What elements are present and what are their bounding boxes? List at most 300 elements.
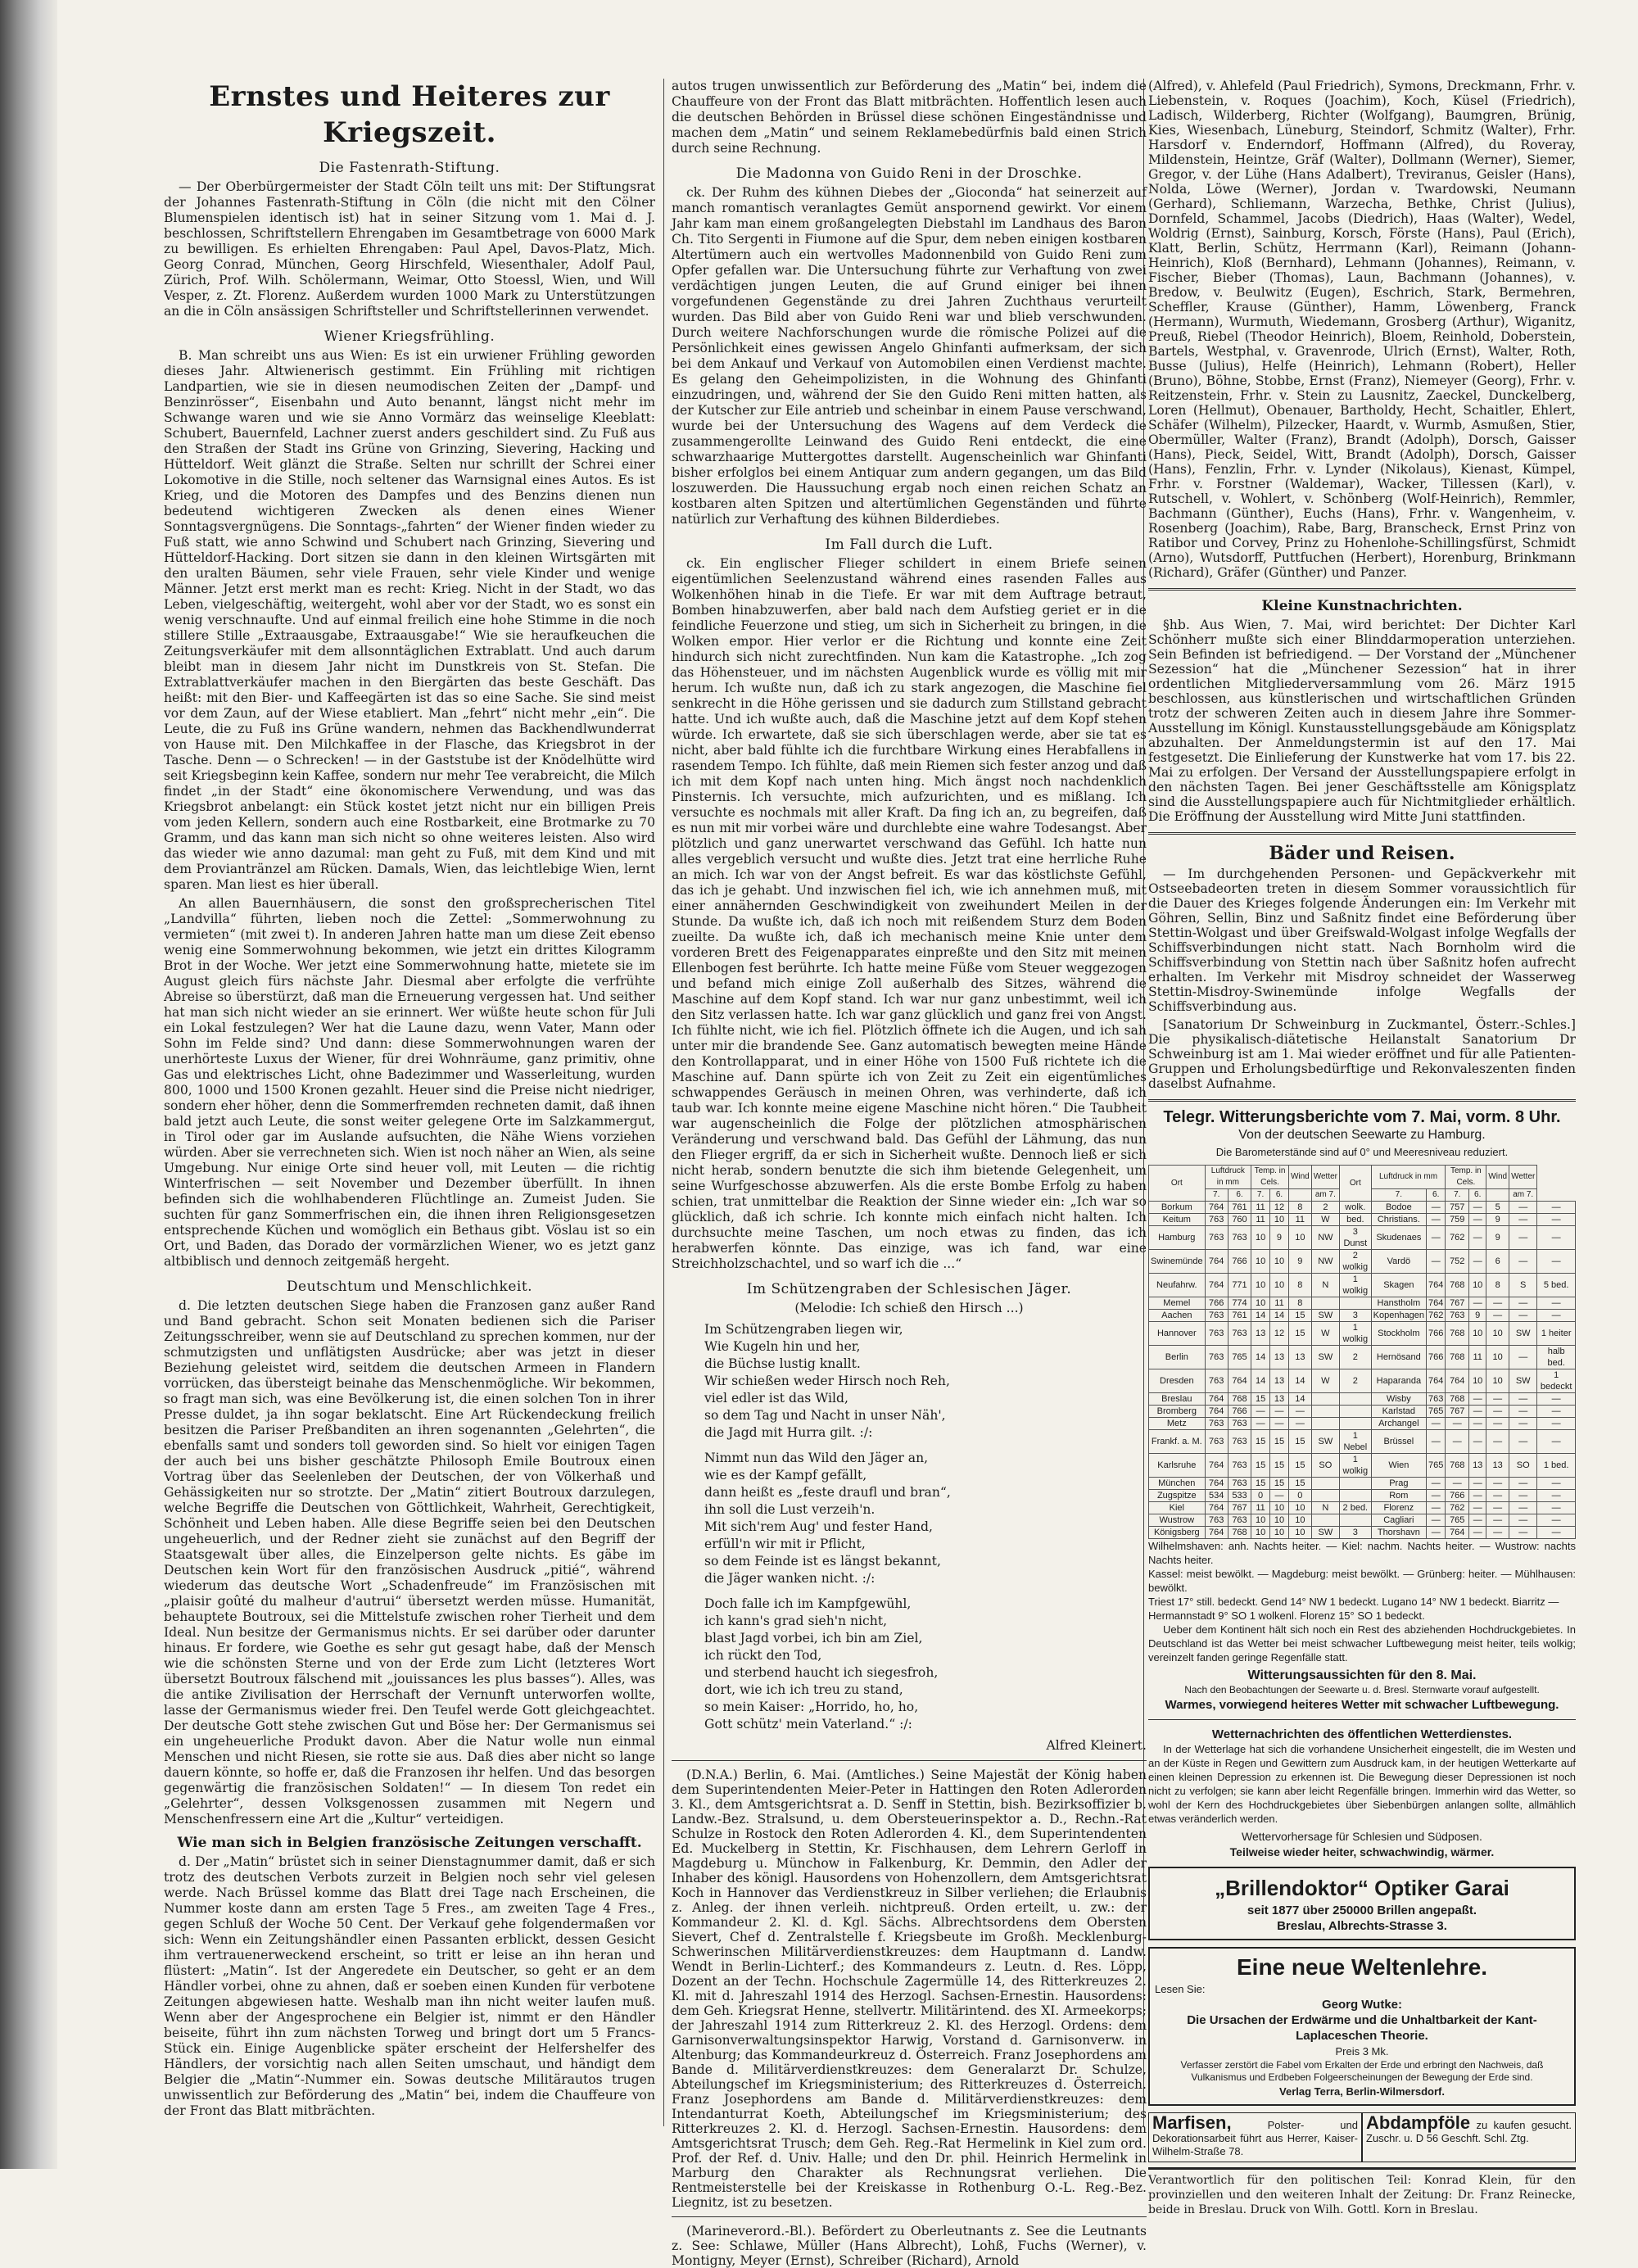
fruehling-title: Wiener Kriegsfrühling. bbox=[324, 328, 495, 345]
weather-cell: — bbox=[1509, 1527, 1537, 1539]
weather-cell: 11 bbox=[1251, 1202, 1270, 1214]
madonna-text: ck. Der Ruhm des kühnen Diebes der „Gioconda“ hat seinerzeit auf manch romantisch veranlagtes Gemüt anspornend gewirkt. Vor einem Jahr kam man einem großangelegten Diebstahl im Landhaus des Baron Ch. Tito Sergenti in Fiumone auf die Spur, dem neben einigen kostbaren Altertümern auch ein wertvolles Madonnenbild von Guido Reni zum Opfer gefallen war. Die Untersuchung führte zur Verhaftung von zwei verdächtigen jungen Leuten, die auf Grund einiger bei ihnen vorgefundenen Gegenstände zu drei Jahren Zuchthaus verurteilt wurden. Das Bild aber von Guido Reni war und blieb verschwunden. Durch weitere Nachforschungen wurde die römische Polizei auf die Persönlichkeit eines gewissen Angelo Ghinfanti aufmerksam, der sich bei dem Ankauf und Verkauf von Automobilen einen Verdienst machte. Es gelang den Geheimpolizisten, in die Wohnung des Ghinfanti einzudringen, und, während der Sie den Guido Reni mitten hatten, als der Kutscher zur Eile antrieb und scheinbar in einem Pause verschwand, wurde bei der Untersuchung des Wagens auf dem Verdeck die zusammengerollte Leinwand des Guido Reni entdeckt, die eine schwarzhaarige Muttergottes darstellt. Augenscheinlich war Ghinfanti bisher erfolglos bei einem Antiquar zum andern gegangen, um das Bild loszuwerden. Die Haussuchung ergab noch einen reichen Schatz an kostbaren alten Spitzen und altertümlichen Gegenständen und führte natürlich zur Verhaftung des kühnen Bilderdiebes. bbox=[672, 185, 1147, 527]
weather-row bbox=[1149, 1297, 1576, 1310]
fastenrath-title: Die Fastenrath-Stiftung. bbox=[319, 160, 500, 176]
weather-cell: — bbox=[1427, 1250, 1446, 1274]
weather-cell: Berlin bbox=[1149, 1346, 1206, 1369]
weather-cell: 15 bbox=[1288, 1454, 1311, 1478]
ad-brillendoktor-sub: seit 1877 über 250000 Brillen angepaßt. bbox=[1247, 1904, 1477, 1917]
weather-cell: — bbox=[1469, 1297, 1486, 1310]
poem-line: blast Jagd vorbei, ich bin am Ziel, bbox=[704, 1631, 923, 1646]
weather-row bbox=[1149, 1478, 1576, 1490]
weather-cell: 767 bbox=[1446, 1297, 1469, 1310]
weather-cell: halb bed. bbox=[1537, 1346, 1576, 1369]
weather-cell: 766 bbox=[1427, 1322, 1446, 1346]
weather-cell: — bbox=[1509, 1490, 1537, 1502]
ad-row-bottom bbox=[1148, 2112, 1576, 2162]
weather-row bbox=[1149, 1226, 1576, 1250]
col-header: Ort bbox=[1340, 1166, 1372, 1202]
weather-row bbox=[1149, 1346, 1576, 1369]
weather-cell: — bbox=[1537, 1406, 1576, 1418]
weather-cell: 764 bbox=[1205, 1274, 1228, 1297]
weather-cell: — bbox=[1537, 1202, 1576, 1214]
poem-line: und sterbend haucht ich siegesfroh, bbox=[704, 1665, 939, 1680]
poem-line: die Jagd mit Hurra gilt. :/: bbox=[704, 1425, 873, 1440]
weather-cell: Breslau bbox=[1149, 1393, 1206, 1406]
col-header: Ort bbox=[1149, 1166, 1206, 1202]
weather-cell: 3 Dunst bbox=[1340, 1226, 1372, 1250]
weather-cell: 763 bbox=[1205, 1322, 1228, 1346]
weather-cell: — bbox=[1537, 1514, 1576, 1527]
weather-cell: — bbox=[1427, 1514, 1446, 1527]
weather-cell: Karlsruhe bbox=[1149, 1454, 1206, 1478]
weather-cell: — bbox=[1270, 1406, 1289, 1418]
sub-header: 6. bbox=[1469, 1189, 1486, 1202]
ad-weltenlehre-author: Georg Wutke: bbox=[1321, 1998, 1403, 2012]
weather-cell: 10 bbox=[1251, 1226, 1270, 1250]
weather-cell bbox=[1311, 1297, 1339, 1310]
weather-cell: 765 bbox=[1228, 1346, 1251, 1369]
weather-cell: — bbox=[1270, 1418, 1289, 1430]
berlin-notice: (D.N.A.) Berlin, 6. Mai. (Amtliches.) Seine Majestät der König haben dem Superintendenten Meier-Peter in Hattingen den Roten Adlerorden 3. Kl., dem Amtsgerichtsrat a. D. Senff in Stettin, bish. Bezirksoffizier b. Landw.-Bez. Stralsund, u. dem Obersteuerinspektor a. D., Rechn.-Rat Schulze in Rostock den Roten Adlerorden 4. Kl., dem Superintendenten Ed. Muckelberg in Stettin, Kr. Fischhausen, dem Lehrern Gerloff in Magdeburg u. Münchow in Falkenburg, Kr. Demmin, den Adler der Inhaber des königl. Hausordens von Hohenzollern, dem Amtsgerichtsrat Koch in Hannover das Verdienstkreuz in Silber verliehen; die Erlaubnis z. Anleg. der ihnen verleih. nichtpreuß. Orden erteilt, u. zw.: der Kommandeur 2. Kl. d. Kgl. Sächs. Albrechtsordens dem Obersten Sievert, Chef d. Zentralstelle f. Kriegsbeute im Großh. Mecklenburg-Schwerinschen Militärverdienstkreuzes: dem Hauptmann d. Landw. Wendt in Berlin-Lichterf.; des Kommandeurs z. Leutn. d. Res. Löpp, Dozent an der Techn. Hochschule Zagermülle 14, des Ritterkreuzes 2. Kl. mit d. Jahreszahl 1914 des Herzogl. Sachsen-Ernestin. Hausordens: dem Geh. Kriegsrat Henne, stellvertr. Militärintend. des XI. Armeekorps; der Jahreszahl 1914 zum Ritterkreuz 2. Kl. des Herzogl. Ordens: dem Garnisonverwaltungsinspektor Harwig, Vorstand d. Garnisonverw. in Altenburg; das Kommandeurkreuz d. Österreich. Franz Josephordens am Bande d. Militärverdienstkreuzes: dem Generalarzt Dr. Schulze, Abteilungschef im Kriegsministerium; des Ritterkreuzes d. Österreich. Franz Josephordens am Bande d. Militärverdienstkreuzes: dem Intendanturrat Koeth, Abteilungschef im Kriegsministerium; des Ritterkreuzes 2. Kl. d. Herzogl. Sachsen-Ernestin. Hausordens: dem Amtsgerichtsrat Trusch; dem Geh. Reg.-Rat Hermelink in Kiel zum ord. Prof. der Ref. d. Univ. Halle; und den Dr. phil. Heinrich Hermelink in Marburg den Charakter als Rechnungsrat verliehen. Die Rentmeisterstelle bei der Kreiskasse in Rothenburg O.-L. Reg.-Bez. Liegnitz, ist zu besetzen. bbox=[672, 1768, 1147, 2210]
weather-cell: 11 bbox=[1469, 1346, 1486, 1369]
weather-cell bbox=[1340, 1418, 1372, 1430]
ad-weltenlehre bbox=[1148, 1947, 1576, 2106]
col-header: Wind bbox=[1486, 1166, 1509, 1189]
imprint: Verantwortlich für den politischen Teil: Konrad Klein, für den provinziellen und den weiteren Inhalt der Zeitung: Dr. Franz Reinecke, beide in Breslau. Druck von Wilh. Gottl. Korn in Breslau. bbox=[1148, 2167, 1576, 2217]
poem-line: Nimmt nun das Wild den Jäger an, bbox=[704, 1451, 929, 1465]
weather-cell: 11 bbox=[1251, 1502, 1270, 1514]
weather-cell: Frankf. a. M. bbox=[1149, 1430, 1206, 1454]
weather-cell: — bbox=[1427, 1226, 1446, 1250]
weather-row bbox=[1149, 1274, 1576, 1297]
weather-cell: — bbox=[1469, 1478, 1486, 1490]
weather-cell: 10 bbox=[1251, 1514, 1270, 1527]
weather-cell: W bbox=[1311, 1214, 1339, 1226]
weather-cell: 11 bbox=[1288, 1214, 1311, 1226]
weather-cell: Haparanda bbox=[1371, 1369, 1426, 1393]
weather-cell: 13 bbox=[1486, 1454, 1509, 1478]
weather-cell: 764 bbox=[1205, 1527, 1228, 1539]
weather-cell: 1 wolkig bbox=[1340, 1454, 1372, 1478]
weather-cell: — bbox=[1509, 1502, 1537, 1514]
ad-marfisen-text: Polster- und Dekorationsarbeit führt aus Herrer, Kaiser-Wilhelm-Straße 78. bbox=[1152, 2119, 1358, 2157]
ad-marfisen bbox=[1148, 2112, 1362, 2162]
col-header: Luftdruck in mm bbox=[1205, 1166, 1251, 1189]
weather-cell: — bbox=[1427, 1418, 1446, 1430]
weather-cell: 764 bbox=[1205, 1406, 1228, 1418]
weather-extra-2: Kassel: meist bewölkt. — Magdeburg: meist bewölkt. — Grünberg: heiter. — Mühlhausen: bewölkt. bbox=[1148, 1568, 1576, 1594]
weather-cell: — bbox=[1509, 1297, 1537, 1310]
sanatorium-text: [Sanatorium Dr Schweinburg in Zuckmantel, Österr.-Schles.] Die physikalisch-diätetische Heilanstalt Sanatorium Dr Schweinburg ist am 1. Mai wieder eröffnet und für alle Patienten-Gruppen und Erholungsbedürftige und Rekonvaleszenten finden daselbst Aufnahme. bbox=[1148, 1017, 1576, 1091]
weather-cell: 5 bed. bbox=[1537, 1274, 1576, 1297]
weather-cell: Prag bbox=[1371, 1478, 1426, 1490]
poem-line: so dem Tag und Nacht in unser Näh', bbox=[704, 1408, 946, 1423]
weather-cell bbox=[1311, 1490, 1339, 1502]
weather-cell: — bbox=[1486, 1406, 1509, 1418]
weather-cell: Rom bbox=[1371, 1490, 1426, 1502]
poem-line: ich kann's grad sieh'n nicht, bbox=[704, 1614, 888, 1628]
weather-cell: — bbox=[1251, 1418, 1270, 1430]
weather-cell bbox=[1311, 1478, 1339, 1490]
weather-cell: 15 bbox=[1288, 1478, 1311, 1490]
weather-cell: — bbox=[1486, 1502, 1509, 1514]
weather-cell: 8 bbox=[1288, 1297, 1311, 1310]
sub-header: 6. bbox=[1270, 1189, 1289, 1202]
weather-cell: — bbox=[1537, 1490, 1576, 1502]
weather-cell: 13 bbox=[1270, 1393, 1289, 1406]
weather-cell: 12 bbox=[1270, 1202, 1289, 1214]
weather-cell: 9 bbox=[1469, 1310, 1486, 1322]
weather-cell: 10 bbox=[1270, 1502, 1289, 1514]
weather-cell: Hanstholm bbox=[1371, 1297, 1426, 1310]
weather-cell: — bbox=[1427, 1490, 1446, 1502]
jaeger-author: Alfred Kleinert. bbox=[1046, 1738, 1147, 1753]
weather-cell: 763 bbox=[1228, 1322, 1251, 1346]
weather-cell: 764 bbox=[1446, 1527, 1469, 1539]
menschlichkeit-title: Deutschtum und Menschlichkeit. bbox=[286, 1279, 533, 1295]
weather-table-body bbox=[1149, 1202, 1576, 1539]
weather-cell: Zugspitze bbox=[1149, 1490, 1206, 1502]
weather-cell: SW bbox=[1509, 1322, 1537, 1346]
divider bbox=[1148, 1719, 1576, 1720]
weather-cell bbox=[1311, 1406, 1339, 1418]
weather-cell: 10 bbox=[1270, 1250, 1289, 1274]
sub-header: 7. bbox=[1446, 1189, 1469, 1202]
weather-cell bbox=[1311, 1418, 1339, 1430]
weather-cell: 10 bbox=[1251, 1527, 1270, 1539]
weather-cell: 10 bbox=[1469, 1322, 1486, 1346]
weather-cell: — bbox=[1469, 1502, 1486, 1514]
weather-cell: 1 Nebel bbox=[1340, 1430, 1372, 1454]
poem-line: erfüll'n wir mit ir Pflicht, bbox=[704, 1537, 866, 1551]
weather-cell: 10 bbox=[1288, 1502, 1311, 1514]
weather-cell: Brüssel bbox=[1371, 1430, 1426, 1454]
fastenrath-text: — Der Oberbürgermeister der Stadt Cöln teilt uns mit: Der Stiftungsrat der Johannes Fastenrath-Stiftung in Cöln (die nicht mit den Cölner Blumenspielen identisch ist) hat in seiner Sitzung vom 1. Mai d. J. beschlossen, Schriftstellern Ehrengaben im Gesamtbetrage von 6000 Mark zu bewilligen. Es erhielten Ehrengaben: Paul Apel, Davos-Platz, Mich. Georg Conrad, München, Georg Hirschfeld, Wiesenthaler, Adolf Paul, Zürich, Prof. Wilh. Schölermann, Weimar, Otto Stoessl, Wien, und Will Vesper, z. Zt. Florenz. Außerdem wurden 1000 Mark zu Unterstützungen an die in Cöln ansässigen Schriftsteller und Schriftstellerinnen verwendet. bbox=[164, 179, 655, 319]
weather-cell: 9 bbox=[1486, 1226, 1509, 1250]
weather-cell: Kopenhagen bbox=[1371, 1310, 1426, 1322]
poem-line: viel edler ist das Wild, bbox=[704, 1391, 848, 1406]
weather-row bbox=[1149, 1214, 1576, 1226]
weather-cell: 763 bbox=[1228, 1478, 1251, 1490]
weather-cell: 765 bbox=[1427, 1454, 1446, 1478]
weather-cell: 763 bbox=[1205, 1430, 1228, 1454]
weather-cell: 760 bbox=[1228, 1214, 1251, 1226]
weather-cell: 764 bbox=[1205, 1202, 1228, 1214]
weather-cell: 766 bbox=[1205, 1297, 1228, 1310]
weather-cell: 15 bbox=[1251, 1454, 1270, 1478]
weather-cell: 763 bbox=[1205, 1214, 1228, 1226]
column-3 bbox=[1148, 79, 1576, 2216]
weather-row bbox=[1149, 1454, 1576, 1478]
weather-cell: Vardö bbox=[1371, 1250, 1426, 1274]
weather-cell: Königsberg bbox=[1149, 1527, 1206, 1539]
sub-header: am 7. bbox=[1509, 1189, 1537, 1202]
belgien-title: Wie man sich in Belgien französische Zeitungen verschafft. bbox=[177, 1835, 642, 1851]
weather-cell: 10 bbox=[1486, 1369, 1509, 1393]
poem-line: Wir schießen weder Hirsch noch Reh, bbox=[704, 1374, 950, 1388]
weather-cell: — bbox=[1537, 1393, 1576, 1406]
weather-cell: Wien bbox=[1371, 1454, 1426, 1478]
poem-line: dann heißt es „feste draufl und bran“, bbox=[704, 1485, 951, 1500]
names-list: (Alfred), v. Ahlefeld (Paul Friedrich), Symons, Dreckmann, Frhr. v. Liebenstein, v. Roques (Joachim), Koch, Küsel (Friedrich), Ladisch, Wilderberg, Richter (Wolfgang), Baumgren, Brünig, Kies, Wiesenbach, Lüneburg, Steindorf, Schmitz (Walter), Frhr. Harsdorf v. Enderndorf, Hoffmann (Alfred), du Roveray, Mildenstein, Heintze, Gräf (Walter), Dollmann (Werner), Siemer, Gregor, v. der Lühe (Hans Adalbert), Treviranus, Geisler (Hans), Nolda, Löwe (Werner), Jordan v. Twardowski, Neumann (Gerhard), Schliemann, Warzecha, Bethke, Christ (Julius), Dornfeld, Schammel, Jacobs (Diedrich), Haas (Walter), Wedel, Woldrig (Ernst), Sainburg, Korsch, Förste (Hans), Paul (Erich), Klatt, Berlin, Schütz, Herrmann (Karl), Reimann (Johann-Heinrich), Kloß (Bernhard), Lehmann (Johannes), Reimann, v. Fischer, Bieber (Thomas), Laun, Bachmann (Johannes), v. Bredow, v. Beulwitz (Eugen), Eschrich, Stark, Bermehren, Scheffler, Krause (Günther), Hamm, Löwenberg, Franck (Hermann), Wurmuth, Wiedemann, Grosberg (Arthur), Wiganitz, Preuß, Riebel (Theodor Heinrich), Bloem, Reinhold, Doberstein, Bartels, Westphal, v. Gravenrode, Ulrich (Ernst), Walter, Roth, Busse (Julius), Helfe (Heinrich), Lehmann (Robert), Heller (Bruno), Böhne, Stobbe, Ernst (Franz), Niemeyer (Georg), Frhr. v. Reitzenstein, Frhr. v. Stein zu Lausnitz, Zaeckel, Dunckelberg, Loren (Hellmut), Obenauer, Bartholdy, Hecht, Schaitler, Ehlert, Schäfer (Wilhelm), Pilzecker, Haardt, v. Wurmb, Asmußen, Stier, Obermüller, Walter (Franz), Brandt (Adolph), Dorsch, Gaisser (Hans), Pieck, Seidel, Witt, Brandt (Adolph), Dorsch, Gaisser (Hans), Fenzlin, Frhr. v. Lynder (Nikolaus), Kienast, Kümpel, Frhr. v. Forstner (Waldemar), Wacker, Tillessen (Karl), v. Rutschell, v. Wohlert, v. Schönberg (Wolf-Heinrich), Remmler, Bachmann (Günther), Euchs (Hans), Frhr. v. Wangenheim, v. Rosenberg (Joachim), Rabe, Barg, Branscheck, Ernst Prinz von Ratibor und Corvey, Prinz zu Hohenlohe-Schillingsfürst, Schmidt (Arno), Wutsdorff, Puttfuchen (Herbert), Horenburg, Brinkmann (Richard), Gräfer (Günther) und Panzer. bbox=[1148, 79, 1576, 580]
weather-table-header bbox=[1149, 1166, 1576, 1189]
weather-cell: — bbox=[1486, 1310, 1509, 1322]
weather-cell: 10 bbox=[1469, 1274, 1486, 1297]
column-2 bbox=[672, 79, 1147, 2268]
weather-cell: — bbox=[1427, 1478, 1446, 1490]
weather-cell: — bbox=[1469, 1214, 1486, 1226]
weather-cell: — bbox=[1469, 1418, 1486, 1430]
weather-cell: 762 bbox=[1446, 1502, 1469, 1514]
ad-weltenlehre-price: Preis 3 Mk. bbox=[1335, 2045, 1389, 2057]
weather-cell: Bromberg bbox=[1149, 1406, 1206, 1418]
weather-cell: 764 bbox=[1205, 1393, 1228, 1406]
weather-cell: 15 bbox=[1288, 1310, 1311, 1322]
jaeger-poem bbox=[704, 1321, 1147, 1733]
weather-cell: SO bbox=[1509, 1454, 1537, 1478]
ad-brillendoktor bbox=[1148, 1867, 1576, 1940]
weather-cell: — bbox=[1509, 1430, 1537, 1454]
weather-cell: 763 bbox=[1205, 1369, 1228, 1393]
weather-cell: 12 bbox=[1270, 1322, 1289, 1346]
weather-cell: — bbox=[1509, 1393, 1537, 1406]
weather-cell: 14 bbox=[1251, 1310, 1270, 1322]
weather-cell: Florenz bbox=[1371, 1502, 1426, 1514]
weather-table bbox=[1148, 1165, 1576, 1539]
weather-row bbox=[1149, 1502, 1576, 1514]
weather-cell: 766 bbox=[1228, 1406, 1251, 1418]
ad-brillendoktor-address: Breslau, Albrechts-Strasse 3. bbox=[1277, 1919, 1447, 1933]
weather-cell: 10 bbox=[1469, 1369, 1486, 1393]
section-masthead: Ernstes und Heiteres zur Kriegszeit. bbox=[209, 80, 610, 149]
ad-weltenlehre-lese: Lesen Sie: bbox=[1155, 1983, 1206, 1995]
weather-cell: bed. bbox=[1340, 1214, 1372, 1226]
luft-title: Im Fall durch die Luft. bbox=[825, 536, 993, 553]
weather-cell: — bbox=[1446, 1430, 1469, 1454]
weather-cell: 13 bbox=[1270, 1346, 1289, 1369]
weather-cell: 1 heiter bbox=[1537, 1322, 1576, 1346]
ad-abdampfoele-title: Abdampföle bbox=[1366, 2112, 1471, 2133]
weather-cell: W bbox=[1311, 1369, 1339, 1393]
weather-cell: 763 bbox=[1446, 1310, 1469, 1322]
weather-cell: — bbox=[1509, 1250, 1537, 1274]
baeder-title: Bäder und Reisen. bbox=[1269, 843, 1455, 864]
sub-header bbox=[1288, 1189, 1311, 1202]
weather-cell: N bbox=[1311, 1274, 1339, 1297]
weather-cell: — bbox=[1537, 1310, 1576, 1322]
weather-cell: NW bbox=[1311, 1250, 1339, 1274]
weather-row bbox=[1149, 1202, 1576, 1214]
weather-cell: — bbox=[1509, 1418, 1537, 1430]
weather-cell: — bbox=[1427, 1527, 1446, 1539]
kunst-title: Kleine Kunstnachrichten. bbox=[1261, 598, 1463, 614]
poem-line: so mein Kaiser: „Horrido, ho, ho, bbox=[704, 1700, 919, 1714]
poem-line: die Jäger wanken nicht. :/: bbox=[704, 1571, 876, 1586]
weather-cell: 533 bbox=[1228, 1490, 1251, 1502]
weather-cell: Wustrow bbox=[1149, 1514, 1206, 1527]
weather-cell: — bbox=[1469, 1226, 1486, 1250]
weather-cell: 10 bbox=[1486, 1346, 1509, 1369]
weather-cell: SW bbox=[1311, 1310, 1339, 1322]
weather-cell: SW bbox=[1509, 1369, 1537, 1393]
poem-line: Mit sich'rem Aug' und fester Hand, bbox=[704, 1519, 933, 1534]
weather-cell: 763 bbox=[1205, 1514, 1228, 1527]
weather-cell: — bbox=[1469, 1514, 1486, 1527]
weather-cell: 2 wolkig bbox=[1340, 1250, 1372, 1274]
weather-cell: Keitum bbox=[1149, 1214, 1206, 1226]
weather-cell: — bbox=[1446, 1418, 1469, 1430]
weather-cell: NW bbox=[1311, 1226, 1339, 1250]
weather-cell: 10 bbox=[1270, 1214, 1289, 1226]
weather-cell: 764 bbox=[1228, 1369, 1251, 1393]
weather-cell: 766 bbox=[1228, 1250, 1251, 1274]
weather-cell: — bbox=[1537, 1214, 1576, 1226]
weather-cell bbox=[1340, 1406, 1372, 1418]
weather-extra-1: Wilhelmshaven: anh. Nachts heiter. — Kiel: nachm. Nachts heiter. — Wustrow: nachts Nachts heiter. bbox=[1148, 1540, 1576, 1566]
weather-row bbox=[1149, 1430, 1576, 1454]
weather-cell: Bodoe bbox=[1371, 1202, 1426, 1214]
weather-cell: 768 bbox=[1228, 1393, 1251, 1406]
weather-cell: — bbox=[1509, 1346, 1537, 1369]
weather-cell: — bbox=[1486, 1490, 1509, 1502]
col-header: Wetter bbox=[1311, 1166, 1339, 1189]
weather-cell: 763 bbox=[1205, 1310, 1228, 1322]
weather-cell: Skudenaes bbox=[1371, 1226, 1426, 1250]
sub-header: 6. bbox=[1228, 1189, 1251, 1202]
weather-cell: — bbox=[1469, 1406, 1486, 1418]
weather-cell: 14 bbox=[1270, 1310, 1289, 1322]
ad-abdampfoele bbox=[1362, 2112, 1576, 2162]
fruehling-paragraph-1: B. Man schreibt uns aus Wien: Es ist ein urwiener Frühling geworden dieses Jahr. Altwienerisch gestimmt. Ein Frühling mit richtigen Landpartien, wie sie in diesen neumodischen Zeiten der „Dampf- und Benzinrösser“, Eisenbahn und Auto benannt, längst nicht mehr im Schwange waren und wie sie Anno Vormärz das weinselige Kleeblatt: Schubert, Bauernfeld, Lachner zuerst anders geschildert sind. Zu Fuß aus den Straßen der Stadt ins Grüne von Grinzing, Sievering, Hacking und Hütteldorf. Weit glänzt die Straße. Selten nur schrillt der Schrei einer Lokomotive in die Stille, noch seltener das Warnsignal eines Autos. Es ist Krieg, und die Motoren des Dampfes und des Benzins dienen nun bedeutend wichtigeren Zwecken als denen eines Wiener Sonntagsvergnügens. Die Sonntags-„fahrten“ der Wiener finden wieder zu Fuß statt, wie anno Schwind und Schubert nach Grinzing, Sievering und Hütteldorf-Hacking. Dort sitzen sie dann in den kleinen Wirtsgärten mit den uralten Bäumen, sehr viele Frauen, sehr viele Kinder und wenige Männer. Jetzt erst merkt man es recht: Krieg. Nicht in der Stadt, wo das Leben, vielgeschäftig, weitergeht, wohl aber vor der Stadt, wo es sonst ein wenig verschnaufte. Und auf einmal freilich eine hohe Stimme in die noch stillere Stille „Extraausgabe, Extraausgabe!“ Wie sie heraufkeuchen die Zeitungsverkäufer mit dem allsonntäglichen Extrablatt. Und auch darum bleibt man in diesem Jahr nicht im Dunstkreis von St. Stefan. Die Extrablattverkäufer machen in den Biergärten das beste Geschäft. Das heißt: mit den Bier- und Kaffeegärten ist das so eine Sache. Sie sind meist vor dem Zaun, auf der Wiese etabliert. Man „fehrt“ nicht mehr „ein“. Die Leute, die zu Fuß ins Grüne wandern, nehmen das Backhendlwunderrat von Hause mit. Den Milchkaffee in der Flasche, das Kriegsbrot in der Tasche. Denn — o Schrecken! — in der Gaststube ist der Knödelhütte wird seit Kriegsbeginn kein Kaffee, sondern nur mehr Tee verabreicht, die Milch findet „in der Stadt“ eine ökonomischere Verwendung, und was das Kriegsbrot anbelangt: ein Stück kostet jetzt nicht nur ein billigen Preis vom jeden Kellern, sondern auch eine Rostbarkeit, eine Brotmarke zu 70 Gramm, und das kann man sich nicht so ohne weiteres leisten. Also wird das wieder wie anno dazumal: man geht zu Fuß, mit dem Kind und mit dem Proviantränzel am Rücken. Damals, Wien, das leichtlebige Wien, lernt sparen. Man liest es hier überall. bbox=[164, 348, 655, 892]
weather-cell: Cagliari bbox=[1371, 1514, 1426, 1527]
weather-cell: 1 wolkig bbox=[1340, 1274, 1372, 1297]
weather-cell: 764 bbox=[1427, 1297, 1446, 1310]
weather-cell: — bbox=[1486, 1478, 1509, 1490]
weather-cell: 1 wolkig bbox=[1340, 1322, 1372, 1346]
weather-cell: Christians. bbox=[1371, 1214, 1426, 1226]
weather-cell: 5 bbox=[1486, 1202, 1509, 1214]
weather-row bbox=[1149, 1418, 1576, 1430]
weather-extra-4: Hermannstadt 9° SO 1 wolkenl. Florenz 15° SO 1 bedeckt. bbox=[1148, 1609, 1425, 1622]
weather-row bbox=[1149, 1369, 1576, 1393]
sub-header: 7. bbox=[1251, 1189, 1270, 1202]
divider bbox=[1148, 832, 1576, 835]
weather-cell: 766 bbox=[1427, 1346, 1446, 1369]
ad-abdampfoele-text: zu kaufen gesucht. Zuschr. u. D 56 Geschft. Schl. Ztg. bbox=[1366, 2119, 1572, 2144]
weather-cell: — bbox=[1270, 1490, 1289, 1502]
weather-cell: 8 bbox=[1288, 1202, 1311, 1214]
col-header: Temp. in Cels. bbox=[1446, 1166, 1486, 1189]
weather-cell: Aachen bbox=[1149, 1310, 1206, 1322]
weather-cell: SW bbox=[1311, 1527, 1339, 1539]
weather-cell: 768 bbox=[1446, 1274, 1469, 1297]
sub-header: 6. bbox=[1427, 1189, 1446, 1202]
weather-cell: 764 bbox=[1205, 1502, 1228, 1514]
weather-cell: 534 bbox=[1205, 1490, 1228, 1502]
ad-weltenlehre-verlag: Verlag Terra, Berlin-Wilmersdorf. bbox=[1279, 2085, 1445, 2098]
weather-cell: 768 bbox=[1446, 1454, 1469, 1478]
weather-cell: 762 bbox=[1446, 1226, 1469, 1250]
sub-header: am 7. bbox=[1311, 1189, 1339, 1202]
poem-line: die Büchse lustig knallt. bbox=[704, 1356, 861, 1371]
col-header: Temp. in Cels. bbox=[1251, 1166, 1289, 1189]
weather-row bbox=[1149, 1514, 1576, 1527]
weather-cell: Hernösand bbox=[1371, 1346, 1426, 1369]
weather-cell: — bbox=[1486, 1527, 1509, 1539]
forecast-text: Warmes, vorwiegend heiteres Wetter mit schwacher Luftbewegung. bbox=[1165, 1698, 1559, 1712]
sub-header: 7. bbox=[1371, 1189, 1426, 1202]
divider bbox=[1148, 588, 1576, 591]
weather-cell: Dresden bbox=[1149, 1369, 1206, 1393]
poem-line: so dem Feinde ist es längst bekannt, bbox=[704, 1554, 941, 1569]
weather-cell: 10 bbox=[1288, 1226, 1311, 1250]
weather-cell: — bbox=[1427, 1430, 1446, 1454]
poem-line: Doch falle ich im Kampfgewühl, bbox=[704, 1596, 912, 1611]
weather-cell: 8 bbox=[1288, 1274, 1311, 1297]
weather-cell: 764 bbox=[1205, 1250, 1228, 1274]
madonna-title: Die Madonna von Guido Reni in der Droschke. bbox=[735, 165, 1083, 182]
weather-cell: 763 bbox=[1228, 1454, 1251, 1478]
weather-cell: Archangel bbox=[1371, 1418, 1426, 1430]
sub-header bbox=[1486, 1189, 1509, 1202]
weather-cell: 3 bbox=[1340, 1527, 1372, 1539]
column-rule-left bbox=[663, 79, 664, 2126]
weather-cell bbox=[1340, 1490, 1372, 1502]
weather-cell: 763 bbox=[1205, 1226, 1228, 1250]
col-header: Luftdruck in mm bbox=[1371, 1166, 1446, 1189]
weather-cell: 11 bbox=[1270, 1297, 1289, 1310]
weather-cell: 765 bbox=[1427, 1406, 1446, 1418]
weather-cell bbox=[1311, 1514, 1339, 1527]
weather-cell: 763 bbox=[1228, 1430, 1251, 1454]
weather-cell: 14 bbox=[1288, 1393, 1311, 1406]
wetterdienst-title: Wetternachrichten des öffentlichen Wetterdienstes. bbox=[1211, 1727, 1513, 1741]
wetterdienst-text: In der Wetterlage hat sich die vorhandene Unsicherheit eingestellt, die im Westen und an der Küste in Regen und Gewittern zum Ausdruck kam, in der heutigen Wetterkarte auf einen kleinen Depression zu erkennen ist. Die Bewegung dieser Depressionen ist noch nicht zu verfolgen; sie kann aber leicht Regenfälle bringen. Immerhin wird das Wetter, so wohl der Kern des Hochdruckgebietes über Siebenbürgen anlangen sollte, allmählich etwas veränderlich werden. bbox=[1148, 1743, 1576, 1825]
fruehling-paragraph-2: An allen Bauernhäusern, die sonst den großsprecherischen Titel „Landvilla“ führten, lieben noch die Zettel: „Sommerwohnung zu vermieten“ (mit zwei t). In anderen Jahren hatte man um diese Zeit ebenso wenig eine Sommerwohnung bekommen, wie jetzt ein drittes Kilogramm Brot in der Woche. Wer jetzt eine Sommerwohnung hatte, mietete sie im August gleich fürs nächste Jahr. Diesmal aber erfolgte die verfrühte Abreise so überstürzt, daß man die Erneuerung vergessen hat. Und seither hat man sich nicht wieder an sie erinnert. Wer wüßte heute schon für Juli ein Lokal festzulegen? Wer hat die Laune dazu, wenn Vater, Mann oder Sohn im Felde sind? Und dann: diese Sommerwohnungen waren der unerhörteste Luxus der Wiener, für drei Wohnräume, ganz primitiv, ohne Gas und elektrisches Licht, ohne Badezimmer und Wasserleitung, wurden 800, 1000 und 1500 Kronen gezahlt. Heuer sind die Preise nicht niedriger, sondern eher höher, denn die Sommerfremden rechneten damit, daß ihnen bald jetzt auch Leute, die sonst weiter gelegene Orte im Salzkammergut, in Tirol oder gar im Auslande aufsuchten, die Nähe Wiens vorziehen würden. Aber sie verrechneten sich. Wien ist noch näher an Wien, als seine Umgebung. Nur einige Orte sind heuer voll, mit Leuten — die richtig Winterfrischen — seit November und Dezember überfüllt. In ihnen befinden sich die wohlhabenderen Flüchtlinge an. Zumeist Juden. Sie suchten für ganz Sommerfrischen ein, die ihnen ihren Religionsgesetzen entsprechende Küchen und womöglich ein Bethaus gibt. Vöslau ist so ein Ort, und Baden, das Dorado der vormärzlichen Wiener, wo es jetzt ganz altbiblisch und dennoch zeitgemäß hergeht. bbox=[164, 896, 655, 1269]
weather-cell: Stockholm bbox=[1371, 1322, 1426, 1346]
weather-cell: 764 bbox=[1205, 1454, 1228, 1478]
poem-line: dort, wie ich ich treu zu stand, bbox=[704, 1682, 903, 1697]
weather-cell: — bbox=[1486, 1393, 1509, 1406]
belgien-continuation: autos trugen unwissentlich zur Beförderung des „Matin“ bei, indem die Chauffeure von der Front das Blatt mitbrächten. Hoffentlich lesen auch die deutschen Behörden in Brüssel diese schönen Eingeständnisse und machen dem „Matin“ und seinem Reklamebedürfnis bald einen Strich durch seine Rechnung. bbox=[672, 79, 1147, 156]
poem-line: wie es der Kampf gefällt, bbox=[704, 1468, 867, 1483]
luft-text: ck. Ein englischer Flieger schildert in einem Briefe seinen eigentümlichen Seelenzustand während eines rasenden Falles aus Wolkenhöhen hinab in die Tiefe. Er war mit dem Auftrage betraut, Bomben hinabzuwerfen, aber bald nach dem Aufstieg geriet er in die feindliche Feuerzone und stieg, um sich in Sicherheit zu bringen, in die Wolken empor. Hier verlor er die Richtung und konnte eine Zeit hindurch sich nicht zurechtfinden. Nun kam die Katastrophe. „Ich zog das Höhensteuer, und im nächsten Augenblick wurde es völlig mit mir herum. Ich wußte nun, daß ich zu stark angezogen, die Maschine fiel senkrecht in die Höhe gerissen und sie dadurch zum Stillstand gebracht hatte. Und ich wußte auch, daß die Maschine jetzt auf dem Kopf stehen würde. Ich erwartete, daß sie sich überschlagen werde, aber sie tat es nicht, aber bald fühlte ich die furchtbare Wirkung eines Herabfallens in rasendem Tempo. Ich fühlte, daß mein Riemen sich fester anzog und daß ich mit dem Kopf nach unten hing. Mich ängst noch nachdenklich Pinsternis. Ich versuchte, mich aufzurichten, und es mißlang. Ich versuchte es nochmals mit aller Kraft. Da fing ich an, zu begreifen, daß es nun mit mir vorbei wäre und durchlebte eine wahre Todesangst. Aber plötzlich und ganz unerwartet verschwand das Gefühl. Ich hatte nun alles vergeblich versucht und wußte dies. Jetzt trat eine herrliche Ruhe an mich. Ich war von der Angst befreit. Es war das köstlichste Gefühl, das ich je gehabt. Und inzwischen fiel ich, wie ich annehmen muß, mit einer annähernden Geschwindigkeit von zweihundert Meilen in der Stunde. Da wußte ich, daß ich noch mit reißendem Sturz dem Boden zueilte. Da wußte ich, daß ich mechanisch meine Knie unter dem vorderen Brett des Feigenapparates einpreßte und den Sitz mit meinen Ellenbogen fest berührte. Ich hatte meine Füße vom Steuer weggezogen und befand mich einige Zoll außerhalb des Sitzes, während die Maschine auf dem Kopf stand. Ich war nur ganz unbestimmt, weil ich den Sitz verlassen hatte. Ich war ganz glücklich und ganz frei von Angst. Ich fühlte nicht, wie ich fiel. Plötzlich öffnete ich die Augen, und ich sah unter mir die brandende See. Ganz automatisch bewegten meine Hände den Kontrollapparat, und in einer Höhe von 1500 Fuß richtete ich die Maschine auf. Dann spürte ich von Zeit zu Zeit ein eigentümliches schwappendes Geräusch in meinen Ohren, was verhinderte, daß ich taub war. Ich konnte meine eigene Maschine nicht hören.“ Die Taubheit war augenscheinlich die Folge der plötzlichen atmosphärischen Veränderung und verschwand bald. Das Gefühl der Lähmung, das nun den Flieger ergriff, da er sich in Sicherheit wußte. Dennoch ließ er sich nicht herab, sondern benutzte die sich ihm bietende Gelegenheit, um seine Wurfgeschosse abzuwerfen. Als die erste Bombe Erfolg zu haben schien, trat unmittelbar die Reaktion der Sinne wieder ein: „Ich war so glücklich, daß ich schrie. Ich konnte mich einfach nicht halten. Ich durchsuchte meine Taschen, um noch etwas zu finden, das ich herabwerfen könnte. Das einzige, was ich fand, war eine Streichholzschachtel, und so warf ich die ...“ bbox=[672, 556, 1147, 1271]
weather-row bbox=[1149, 1310, 1576, 1322]
weather-cell: — bbox=[1509, 1226, 1537, 1250]
suedposen-title: Wettervorhersage für Schlesien und Südposen. bbox=[1242, 1830, 1482, 1843]
forecast-title: Witterungsaussichten für den 8. Mai. bbox=[1247, 1668, 1477, 1682]
weather-cell: 15 bbox=[1270, 1478, 1289, 1490]
weather-cell: 15 bbox=[1251, 1393, 1270, 1406]
poem-line: Gott schütz' mein Vaterland.“ :/: bbox=[704, 1717, 912, 1732]
weather-cell: 768 bbox=[1446, 1393, 1469, 1406]
weather-cell: Hamburg bbox=[1149, 1226, 1206, 1250]
weather-cell: 15 bbox=[1270, 1454, 1289, 1478]
weather-cell: 764 bbox=[1446, 1369, 1469, 1393]
weather-cell: 15 bbox=[1288, 1430, 1311, 1454]
kunst-text: §hb. Aus Wien, 7. Mai, wird berichtet: Der Dichter Karl Schönherr mußte sich einer Blinddarmoperation unterziehen. Sein Befinden ist befriedigend. — Der Vorstand der „Münchener Sezession“ hat die „Münchener Sezession“ hat in ihrer ordentlichen Mitgliederversammlung vom 26. März 1915 beschlossen, aus künstlerischen und wirtschaftlichen Gründen trotz der schweren Zeiten auch in diesem Jahre ihre Sommer-Ausstellung im Königl. Kunstausstellungsgebäude am Königsplatz abzuhalten. Der Anmeldungstermin ist auf den 17. Mai festgesetzt. Die Einlieferung der Kunstwerke hat vom 17. bis 22. Mai zu erfolgen. Der Versand der Ausstellungspapiere erfolgt in den nächsten Tagen. Bei jener Geschäftsstelle am Königsplatz sind die Ausstellungspapiere auch für Nichtmitglieder erhältlich. Die Eröffnung der Ausstellung wird Mitte Juni stattfinden. bbox=[1148, 618, 1576, 824]
weather-cell: Metz bbox=[1149, 1418, 1206, 1430]
weather-cell: 13 bbox=[1251, 1322, 1270, 1346]
weather-cell: 763 bbox=[1228, 1418, 1251, 1430]
weather-row bbox=[1149, 1406, 1576, 1418]
weather-cell: 2 bed. bbox=[1340, 1502, 1372, 1514]
weather-cell: 10 bbox=[1288, 1514, 1311, 1527]
weather-row bbox=[1149, 1322, 1576, 1346]
weather-cell: 761 bbox=[1228, 1202, 1251, 1214]
ad-brillendoktor-title: „Brillendoktor“ Optiker Garai bbox=[1215, 1876, 1509, 1900]
